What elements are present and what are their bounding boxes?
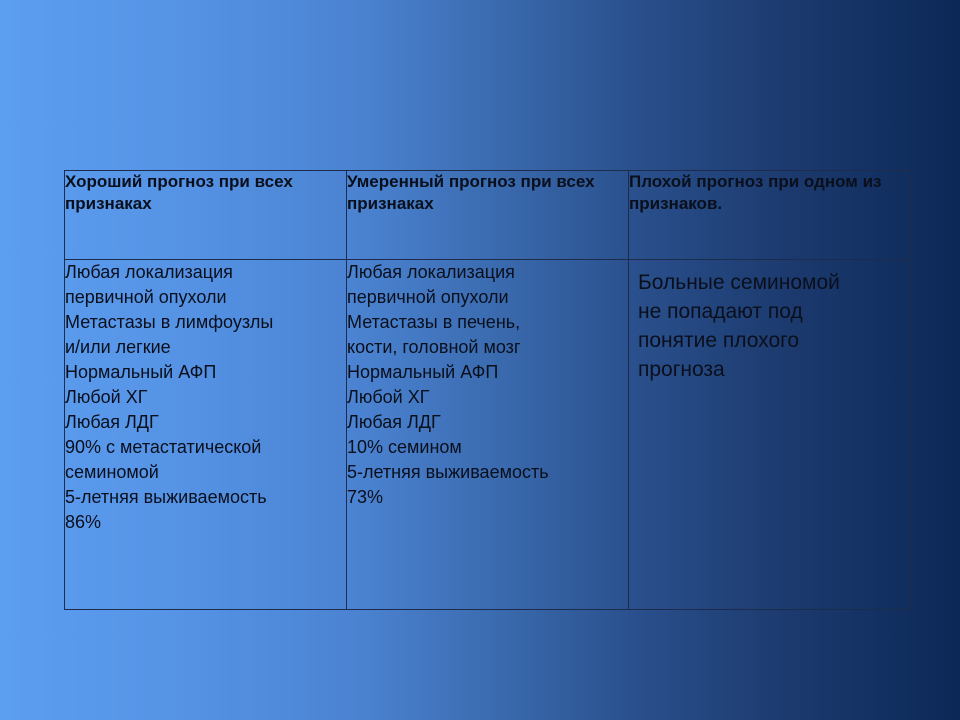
cell-line: Метастазы в лимфоузлы	[65, 312, 274, 332]
cell-line: Нормальный АФП	[347, 362, 499, 382]
cell-line: 5-летняя выживаемость	[347, 462, 549, 482]
cell-line: первичной опухоли	[347, 287, 509, 307]
cell-line: 86%	[65, 512, 102, 532]
cell-line: Любая локализация	[347, 262, 515, 282]
cell-line: Больные семиномой	[638, 271, 840, 294]
cell-line: Любая локализация	[65, 262, 233, 282]
cell-line: Метастазы в печень,	[347, 312, 521, 332]
cell-poor-prognosis	[629, 260, 911, 610]
cell-line: 10% семином	[347, 437, 462, 457]
cell-line: Нормальный АФП	[65, 362, 217, 382]
cell-line: кости, головной мозг	[347, 337, 521, 357]
cell-line: не попадают под	[638, 300, 803, 323]
cell-line: Любая ЛДГ	[347, 412, 441, 432]
cell-line: и/или легкие	[65, 337, 171, 357]
header-poor-prognosis: Плохой прогноз при одном из признаков.	[629, 171, 911, 260]
cell-line: первичной опухоли	[65, 287, 227, 307]
cell-line: понятие плохого	[638, 329, 800, 352]
cell-good-prognosis	[65, 260, 347, 610]
cell-line: прогноза	[638, 358, 725, 381]
cell-line: Любой ХГ	[65, 387, 148, 407]
header-good-prognosis: Хороший прогноз при всех признаках	[65, 171, 347, 260]
prognosis-table	[64, 170, 911, 610]
cell-line: семиномой	[65, 462, 159, 482]
cell-line: 5-летняя выживаемость	[65, 487, 267, 507]
table-header-row	[65, 171, 911, 260]
cell-intermediate-prognosis	[347, 260, 629, 610]
table-body-row	[65, 260, 911, 610]
cell-line: Любая ЛДГ	[65, 412, 159, 432]
cell-line: 90% с метастатической	[65, 437, 262, 457]
cell-line: Любой ХГ	[347, 387, 430, 407]
cell-line: 73%	[347, 487, 384, 507]
header-intermediate-prognosis: Умеренный прогноз при всех признаках	[347, 171, 629, 260]
